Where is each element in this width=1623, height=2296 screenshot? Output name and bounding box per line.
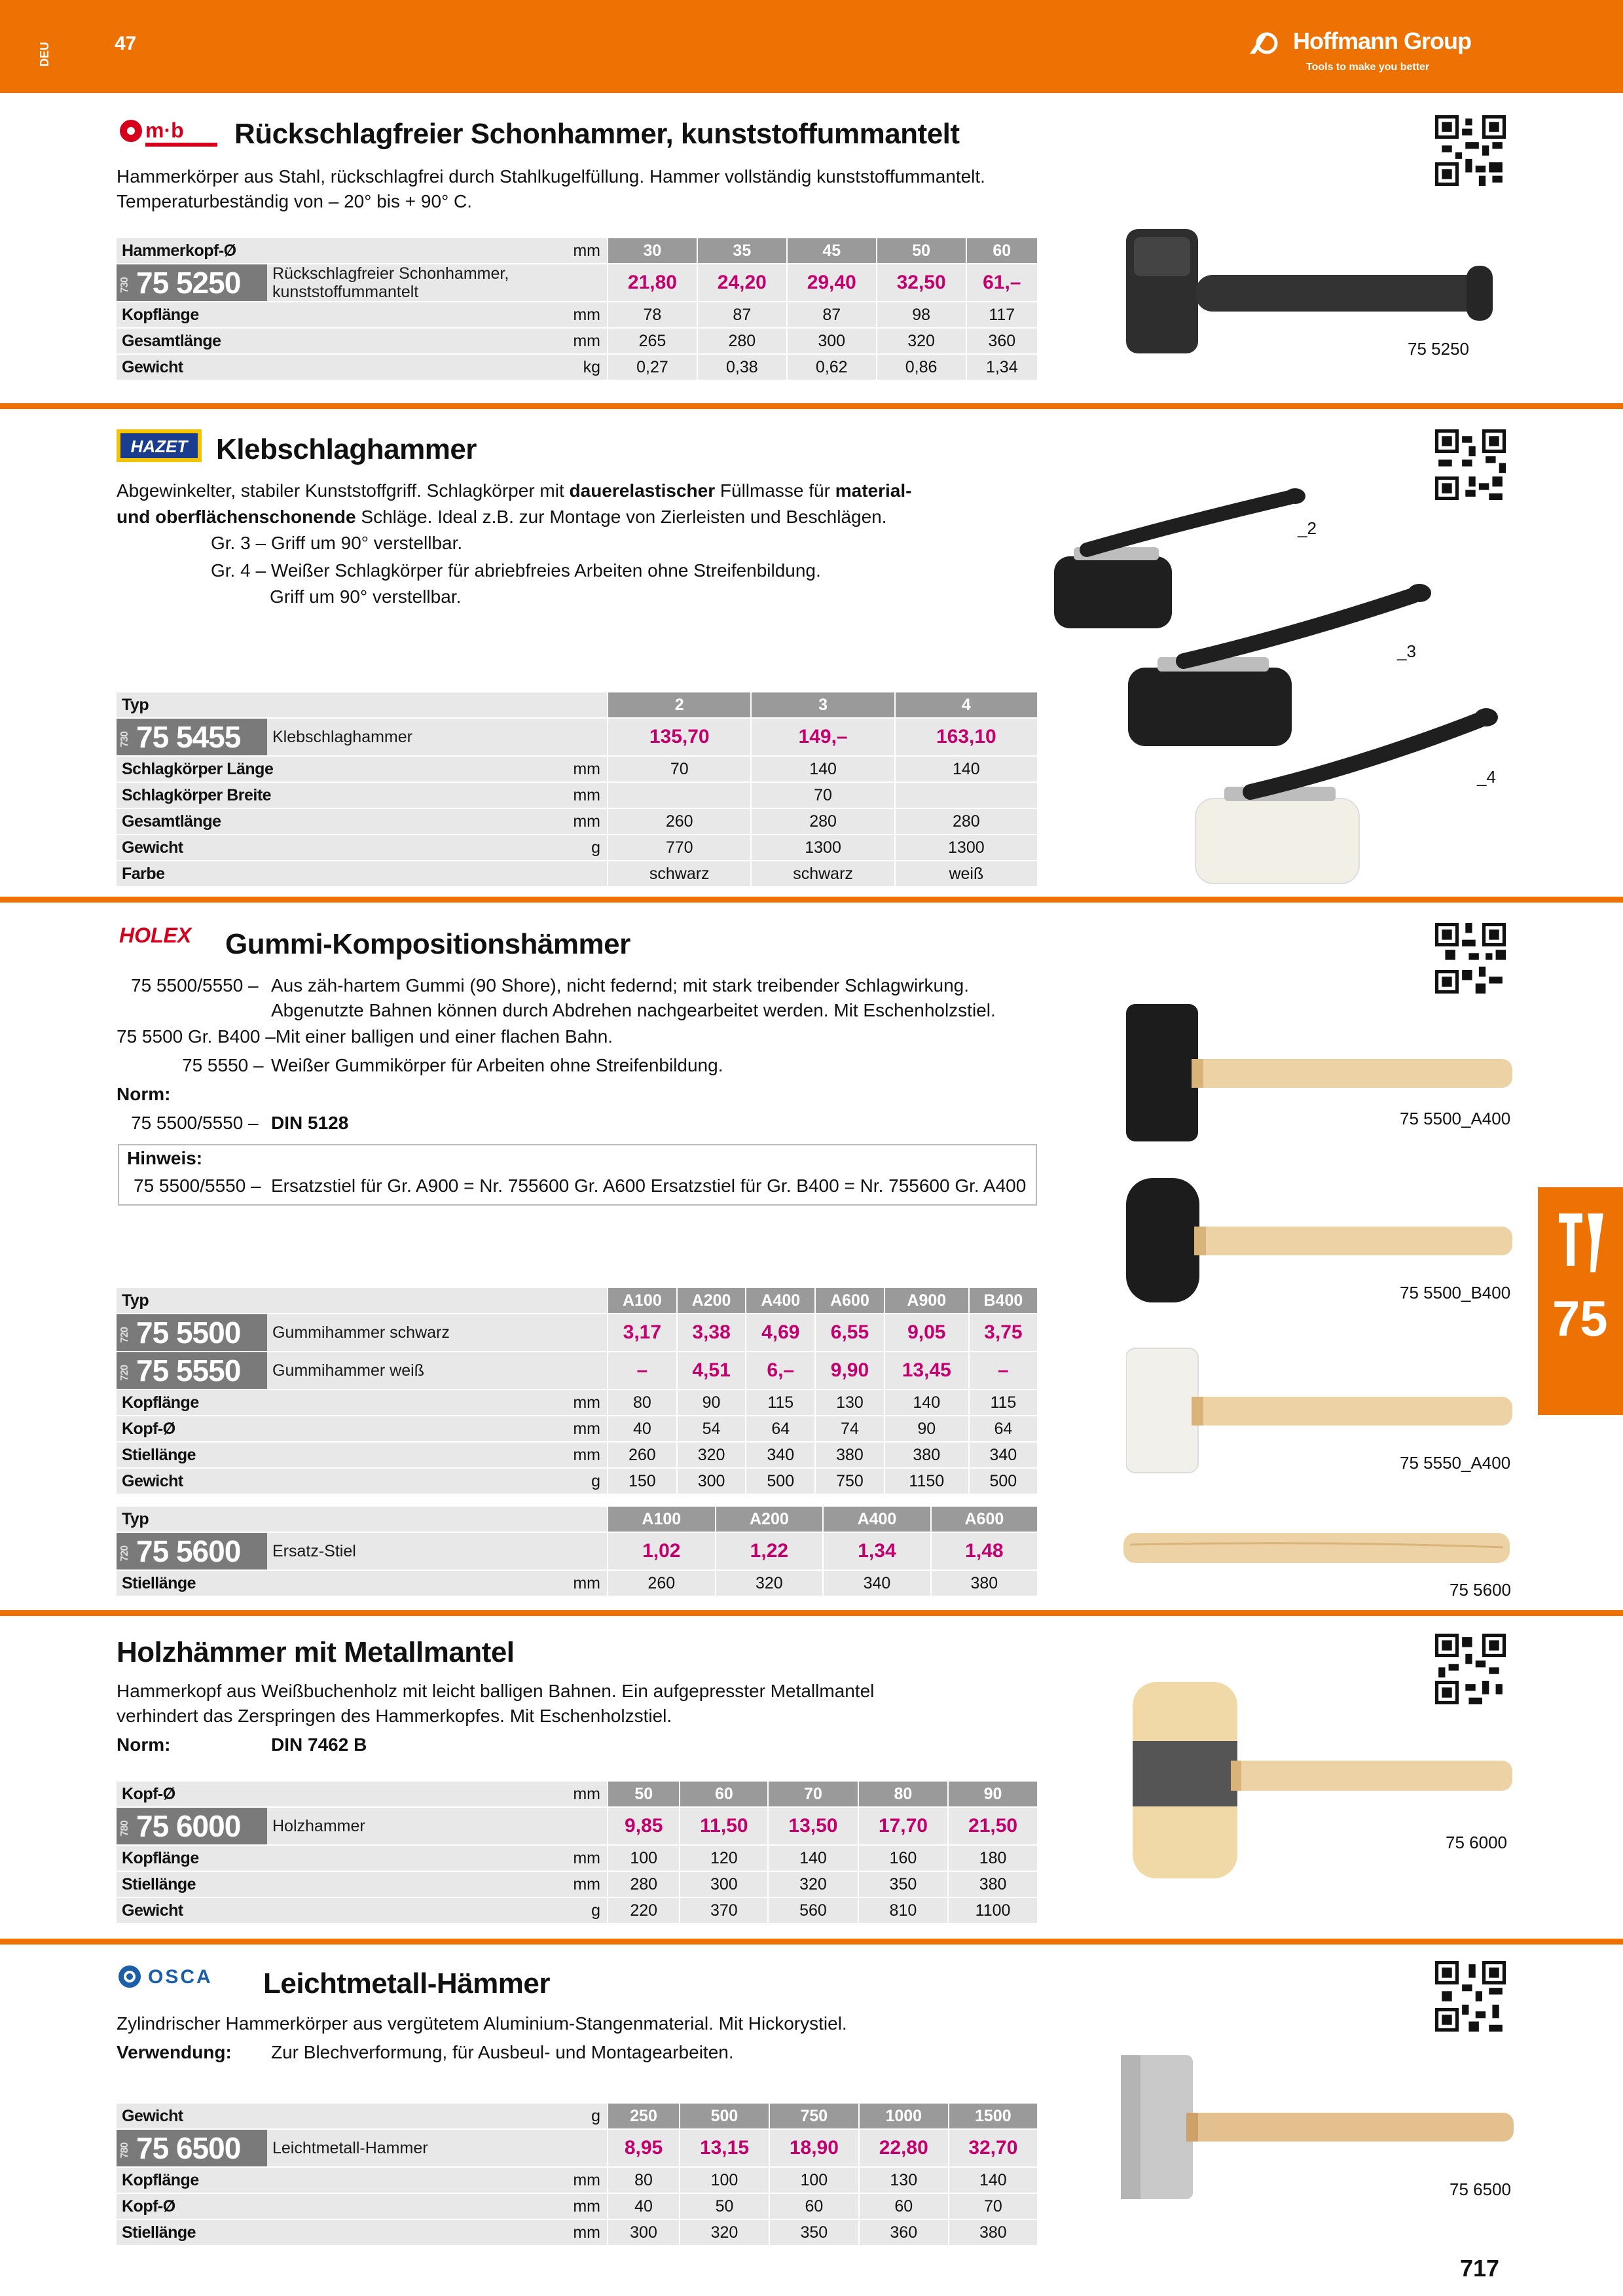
product-image-leichtmetallhammer xyxy=(1121,2055,1514,2199)
section-desc-line: Weißer Gummikörper für Arbeiten ohne Streifenbildung. xyxy=(271,1055,723,1075)
section-divider xyxy=(0,1939,1623,1945)
qr-code-icon[interactable] xyxy=(1435,923,1506,994)
hoffmann-logo xyxy=(1247,27,1509,80)
tools-icon xyxy=(1558,1213,1605,1279)
table-row: Gewicht kg 0,27 0,38 0,62 0,86 1,34 xyxy=(117,354,1037,380)
figure-label: 75 6500 xyxy=(1450,2179,1511,2199)
section-desc-line: verhindert das Zerspringen des Hammerkopfes. Mit Eschenholzstiel. xyxy=(117,1706,672,1726)
article-row: 720 75 5500 Gummihammer schwarz 3,17 3,38 4,69 6,55 9,05 3,75 xyxy=(117,1314,1037,1352)
table-header-row: Kopf-Ø mm 50 60 70 80 90 xyxy=(117,1782,1037,1807)
spec-table-755600 xyxy=(117,1507,1037,1597)
section-desc-ref: 75 5500/5550 – xyxy=(131,975,259,996)
table-row: Stiellänge mm 280 300 320 350 380 xyxy=(117,1871,1037,1897)
figure-label: _3 xyxy=(1397,641,1416,661)
figure-label: 75 5500_B400 xyxy=(1400,1283,1511,1302)
table-header-row: Gewicht g 250 500 750 1000 1500 xyxy=(117,2104,1037,2129)
figure-label: _4 xyxy=(1477,767,1496,787)
product-image-klebschlaghammer-4 xyxy=(1192,700,1506,890)
qr-code-icon[interactable] xyxy=(1435,115,1506,186)
section-desc-ref: 75 5550 – xyxy=(182,1055,264,1075)
article-name: Leichtmetall-Hammer xyxy=(267,2129,608,2167)
article-number: 720 75 5500 xyxy=(117,1314,267,1352)
norm-value: DIN 7462 B xyxy=(271,1734,367,1755)
section-title-holzhammer: Holzhämmer mit Metallmantel xyxy=(117,1636,515,1668)
article-row: 720 75 5550 Gummihammer weiß – 4,51 6,– 9,90 13,45 – xyxy=(117,1352,1037,1390)
table-row: Gewicht g 770 1300 1300 xyxy=(117,834,1037,861)
svg-text:HOLEX: HOLEX xyxy=(119,924,192,947)
article-name: Ersatz-Stiel xyxy=(267,1532,608,1570)
product-image-ersatzstiel xyxy=(1123,1525,1510,1571)
table-row: Farbe schwarz schwarz weiß xyxy=(117,861,1037,887)
table-row: Gewicht g 220 370 560 810 1100 xyxy=(117,1897,1037,1924)
table-row: Kopflänge mm 100 120 140 160 180 xyxy=(117,1845,1037,1871)
section-divider xyxy=(0,897,1623,903)
article-row: 780 75 6000 Holzhammer 9,85 11,50 13,50 17,70 21,50 xyxy=(117,1807,1037,1845)
spec-table-755250 xyxy=(117,238,1037,381)
qr-code-icon[interactable] xyxy=(1435,1961,1506,2032)
section-desc-line: Abgewinkelter, stabiler Kunststoffgriff. Schlagkörper mit dauerelastischer Füllmasse für material- xyxy=(117,480,912,501)
spec-table-755500 xyxy=(117,1288,1037,1495)
spec-table-755455 xyxy=(117,692,1037,888)
mb-brand-logo xyxy=(117,118,223,148)
table-row: Gewicht g 150 300 500 750 1150 500 xyxy=(117,1468,1037,1494)
section-divider xyxy=(0,1610,1623,1616)
section-desc-line: Hammerkörper aus Stahl, rückschlagfrei durch Stahlkugelfüllung. Hammer vollständig kunststoffummantelt. xyxy=(117,166,985,187)
section-desc-line: Abgenutzte Bahnen können durch Abdrehen nachgearbeitet werden. Mit Eschenholzstiel. xyxy=(271,1000,996,1020)
table-row: Kopf-Ø mm 40 50 60 60 70 xyxy=(117,2193,1037,2219)
section-note: Gr. 4 – Weißer Schlagkörper für abriebfreies Arbeiten ohne Streifenbildung. xyxy=(211,560,821,581)
article-number: 720 75 5600 xyxy=(117,1532,267,1570)
table-row: Stiellänge mm 260 320 340 380 380 340 xyxy=(117,1442,1037,1468)
table-row: Stiellänge mm 260 320 340 380 xyxy=(117,1570,1037,1596)
section-note: Griff um 90° verstellbar. xyxy=(270,586,462,607)
chapter-number: 75 xyxy=(1552,1291,1608,1347)
section-desc-line: Temperaturbeständig von – 20° bis + 90° C. xyxy=(117,191,473,211)
figure-label: 75 5550_A400 xyxy=(1400,1453,1511,1473)
article-row: 720 75 5600 Ersatz-Stiel 1,02 1,22 1,34 1,48 xyxy=(117,1532,1037,1570)
section-title-klebschlaghammer: Klebschlaghammer xyxy=(216,433,477,465)
norm-label: Norm: xyxy=(117,1084,171,1104)
section-title-gummi: Gummi-Kompositionshämmer xyxy=(225,928,630,960)
table-row: Stiellänge mm 300 320 350 360 380 xyxy=(117,2219,1037,2246)
brand-name: Hoffmann Group xyxy=(1293,27,1471,54)
article-number: 730 75 5455 xyxy=(117,718,267,756)
article-name: Gummihammer weiß xyxy=(267,1352,608,1390)
table-header-row: Typ 2 3 4 xyxy=(117,692,1037,718)
article-name: Gummihammer schwarz xyxy=(267,1314,608,1352)
norm-ref: 75 5500/5550 – xyxy=(131,1113,259,1133)
article-name: Klebschlaghammer xyxy=(267,718,608,756)
article-number: 730 75 5250 xyxy=(117,264,267,302)
table-header-row: Typ A100 A200 A400 A600 A900 B400 xyxy=(117,1288,1037,1314)
article-number: 780 75 6500 xyxy=(117,2129,267,2167)
article-name: Rückschlagfreier Schonhammer, kunststoffummantelt xyxy=(267,264,608,302)
section-desc-line: und oberflächenschonende Schläge. Ideal z.B. zur Montage von Zierleisten und Beschlägen. xyxy=(117,507,887,527)
section-title-schonhammer: Rückschlagfreier Schonhammer, kunststoffummantelt xyxy=(234,118,960,150)
table-row: Kopflänge mm 80 90 115 130 140 115 xyxy=(117,1390,1037,1416)
table-header-row: Hammerkopf-Ø mm 30 35 45 50 60 xyxy=(117,238,1037,264)
table-row: Gesamtlänge mm 265 280 300 320 360 xyxy=(117,328,1037,354)
brand-tagline: Tools to make you better xyxy=(1306,62,1430,73)
section-desc-line: 75 5500 Gr. B400 –Mit einer balligen und einer flachen Bahn. xyxy=(117,1026,613,1047)
table-header-row: Typ A100 A200 A400 A600 xyxy=(117,1507,1037,1532)
article-row: 730 75 5455 Klebschlaghammer 135,70 149,– 163,10 xyxy=(117,718,1037,756)
section-desc-line: Zylindrischer Hammerkörper aus vergütetem Aluminium-Stangenmaterial. Mit Hickorystiel. xyxy=(117,2013,847,2034)
spec-table-756000 xyxy=(117,1782,1037,1924)
article-row: 730 75 5250 Rückschlagfreier Schonhammer, kunststoffummantelt 21,80 24,20 29,40 32,50 61,– xyxy=(117,264,1037,302)
article-name: Holzhammer xyxy=(267,1807,608,1845)
chapter-tab[interactable] xyxy=(1538,1187,1623,1415)
article-number: 780 75 6000 xyxy=(117,1807,267,1845)
table-row: Kopflänge mm 78 87 87 98 117 xyxy=(117,302,1037,328)
table-row: Kopflänge mm 80 100 100 130 140 xyxy=(117,2167,1037,2193)
section-note: Gr. 3 – Griff um 90° verstellbar. xyxy=(211,533,463,553)
section-divider xyxy=(0,403,1623,409)
figure-label: 75 5500_A400 xyxy=(1400,1109,1511,1128)
section-desc-line: Hammerkopf aus Weißbuchenholz mit leicht balligen Bahnen. Ein aufgepresster Metallmantel xyxy=(117,1681,875,1701)
section-title-leichtmetall: Leichtmetall-Hämmer xyxy=(263,1967,550,2000)
article-number: 720 75 5550 xyxy=(117,1352,267,1390)
language-code: DEU xyxy=(38,41,51,67)
svg-text:HAZET: HAZET xyxy=(130,437,188,456)
figure-label: 75 6000 xyxy=(1446,1833,1507,1852)
norm-value: DIN 5128 xyxy=(271,1113,349,1133)
norm-label: Norm: xyxy=(117,1734,171,1755)
hinweis-label: Hinweis: xyxy=(127,1148,203,1168)
article-row: 780 75 6500 Leichtmetall-Hammer 8,95 13,15 18,90 22,80 32,70 xyxy=(117,2129,1037,2167)
figure-label: 75 5600 xyxy=(1450,1580,1511,1600)
page-number: 717 xyxy=(1460,2255,1500,2282)
svg-text:OSCA: OSCA xyxy=(148,1966,213,1988)
hinweis-ref: 75 5500/5550 – xyxy=(134,1175,261,1196)
table-row: Schlagkörper Breite mm 70 xyxy=(117,782,1037,808)
holex-brand-logo xyxy=(117,923,208,949)
svg-text:m·b: m·b xyxy=(145,118,184,142)
table-row: Schlagkörper Länge mm 70 140 140 xyxy=(117,756,1037,782)
use-label: Verwendung: xyxy=(117,2042,232,2062)
catalog-page-number: 47 xyxy=(115,33,137,54)
use-text: Zur Blechverformung, für Ausbeul- und Montagearbeiten. xyxy=(271,2042,734,2062)
table-row: Kopf-Ø mm 40 54 64 74 90 64 xyxy=(117,1416,1037,1442)
section-desc-line: Aus zäh-hartem Gummi (90 Shore), nicht federnd; mit stark treibender Schlagwirkung. xyxy=(271,975,970,996)
osca-brand-logo xyxy=(117,1964,247,1990)
spec-table-756500 xyxy=(117,2104,1037,2246)
hoffmann-logo-icon xyxy=(1247,30,1288,56)
hinweis-text: Ersatzstiel für Gr. A900 = Nr. 755600 Gr. A600 Ersatzstiel für Gr. B400 = Nr. 755600 Gr. A400 xyxy=(271,1175,1027,1196)
qr-code-icon[interactable] xyxy=(1435,429,1506,500)
figure-label: 75 5250 xyxy=(1408,339,1469,359)
table-row: Gesamtlänge mm 260 280 280 xyxy=(117,808,1037,834)
hazet-brand-logo xyxy=(117,429,202,462)
figure-label: _2 xyxy=(1298,518,1317,538)
